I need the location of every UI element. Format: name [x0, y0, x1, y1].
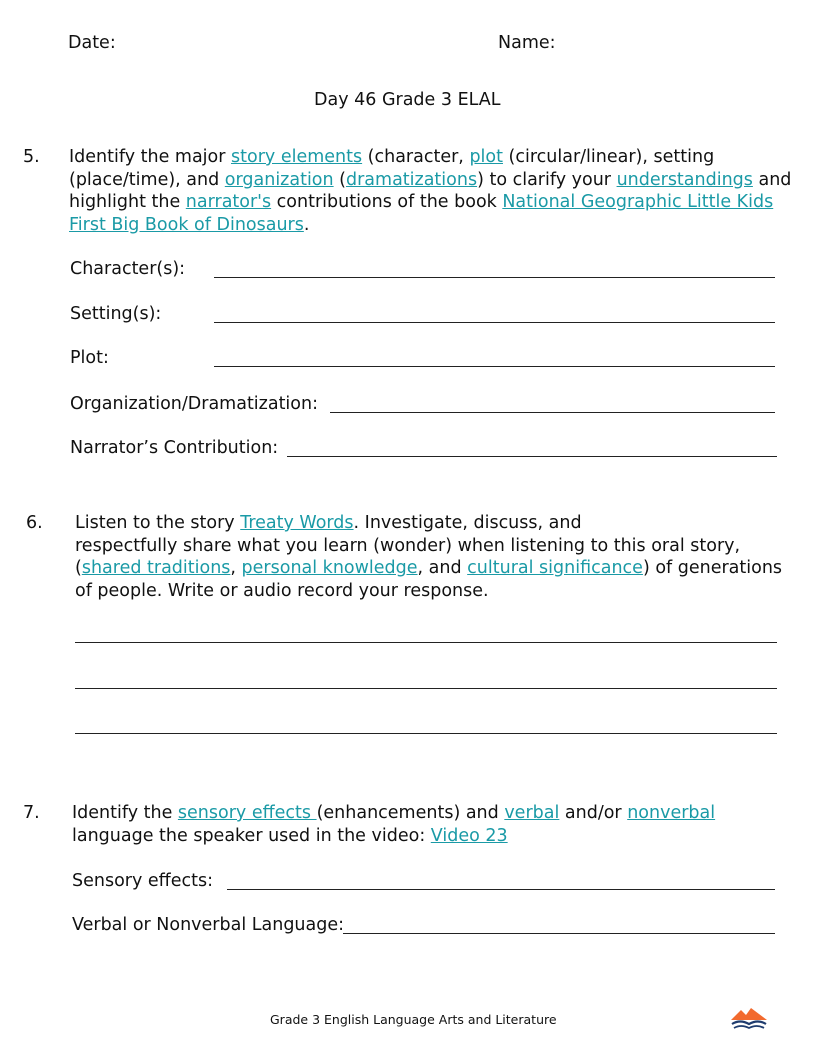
- response-line-2[interactable]: [75, 688, 777, 689]
- page-title: Day 46 Grade 3 ELAL: [314, 90, 501, 110]
- sensory-effects-label: Sensory effects:: [72, 871, 213, 891]
- link-book-title-part-2[interactable]: First Big Book of Dinosaurs: [69, 214, 304, 235]
- link-narrators[interactable]: narrator's: [185, 192, 272, 212]
- verbal-nonverbal-answer-line[interactable]: [343, 933, 775, 934]
- link-verbal[interactable]: verbal: [504, 803, 560, 823]
- link-organization[interactable]: organization: [224, 169, 334, 190]
- link-sensory-effects[interactable]: sensory effects: [177, 803, 317, 823]
- link-dramatizations[interactable]: dramatizations: [346, 169, 478, 190]
- character-label: Character(s):: [70, 259, 186, 279]
- sensory-effects-answer-line[interactable]: [227, 889, 775, 890]
- link-plot[interactable]: plot: [469, 147, 503, 167]
- setting-answer-line[interactable]: [214, 322, 775, 323]
- response-line-1[interactable]: [75, 642, 777, 643]
- q5-line-3: highlight the narrator's contributions of the book National Geographic Little Kids: [69, 192, 774, 212]
- setting-label: Setting(s):: [70, 304, 162, 324]
- organization-label: Organization/Dramatization:: [70, 394, 318, 414]
- link-cultural-significance[interactable]: cultural significance: [467, 558, 643, 578]
- question-number-7: 7.: [23, 803, 40, 823]
- footer-text: Grade 3 English Language Arts and Literature: [270, 1012, 557, 1027]
- verbal-nonverbal-label: Verbal or Nonverbal Language:: [72, 915, 345, 935]
- link-treaty-words[interactable]: Treaty Words: [240, 513, 354, 533]
- link-understandings[interactable]: understandings: [616, 169, 753, 190]
- question-7-prompt: [72, 802, 715, 847]
- link-story-elements[interactable]: story elements: [231, 147, 363, 167]
- q6-line-1: Listen to the story Treaty Words. Investigate, discuss, and: [75, 513, 582, 533]
- narrator-answer-line[interactable]: [287, 456, 777, 457]
- narrator-label: Narrator’s Contribution:: [70, 438, 279, 458]
- response-line-3[interactable]: [75, 733, 777, 734]
- q7-line-1: Identify the sensory effects (enhancements) and verbal and/or nonverbal: [72, 803, 716, 823]
- date-label: Date:: [68, 33, 116, 53]
- plot-label: Plot:: [70, 348, 109, 368]
- link-video-23[interactable]: Video 23: [430, 825, 508, 846]
- question-5-prompt: [69, 146, 791, 236]
- link-book-title-part-1[interactable]: National Geographic Little Kids: [502, 192, 774, 212]
- q7-line-2: language the speaker used in the video: Video 23: [72, 825, 508, 846]
- q6-line-3: (shared traditions, personal knowledge, and cultural significance) of generations: [75, 558, 783, 578]
- link-shared-traditions[interactable]: shared traditions: [81, 558, 231, 578]
- q5-line-2: (place/time), and organization (dramatizations) to clarify your understandings and: [69, 169, 792, 190]
- question-number-5: 5.: [23, 147, 40, 167]
- q5-line-1: Identify the major story elements (character, plot (circular/linear), setting: [69, 147, 715, 167]
- link-personal-knowledge[interactable]: personal knowledge: [241, 558, 418, 578]
- q5-line-4: First Big Book of Dinosaurs.: [69, 214, 310, 235]
- q6-line-2: respectfully share what you learn (wonder) when listening to this oral story,: [75, 535, 741, 556]
- question-number-6: 6.: [26, 513, 43, 533]
- organization-answer-line[interactable]: [330, 412, 775, 413]
- link-nonverbal[interactable]: nonverbal: [627, 803, 716, 823]
- character-answer-line[interactable]: [214, 277, 775, 278]
- q6-line-4: of people. Write or audio record your response.: [75, 580, 489, 601]
- question-6-prompt: [75, 512, 782, 602]
- name-label: Name:: [498, 33, 556, 53]
- plot-answer-line[interactable]: [214, 366, 775, 367]
- book-mountain-logo-icon: [729, 1004, 769, 1030]
